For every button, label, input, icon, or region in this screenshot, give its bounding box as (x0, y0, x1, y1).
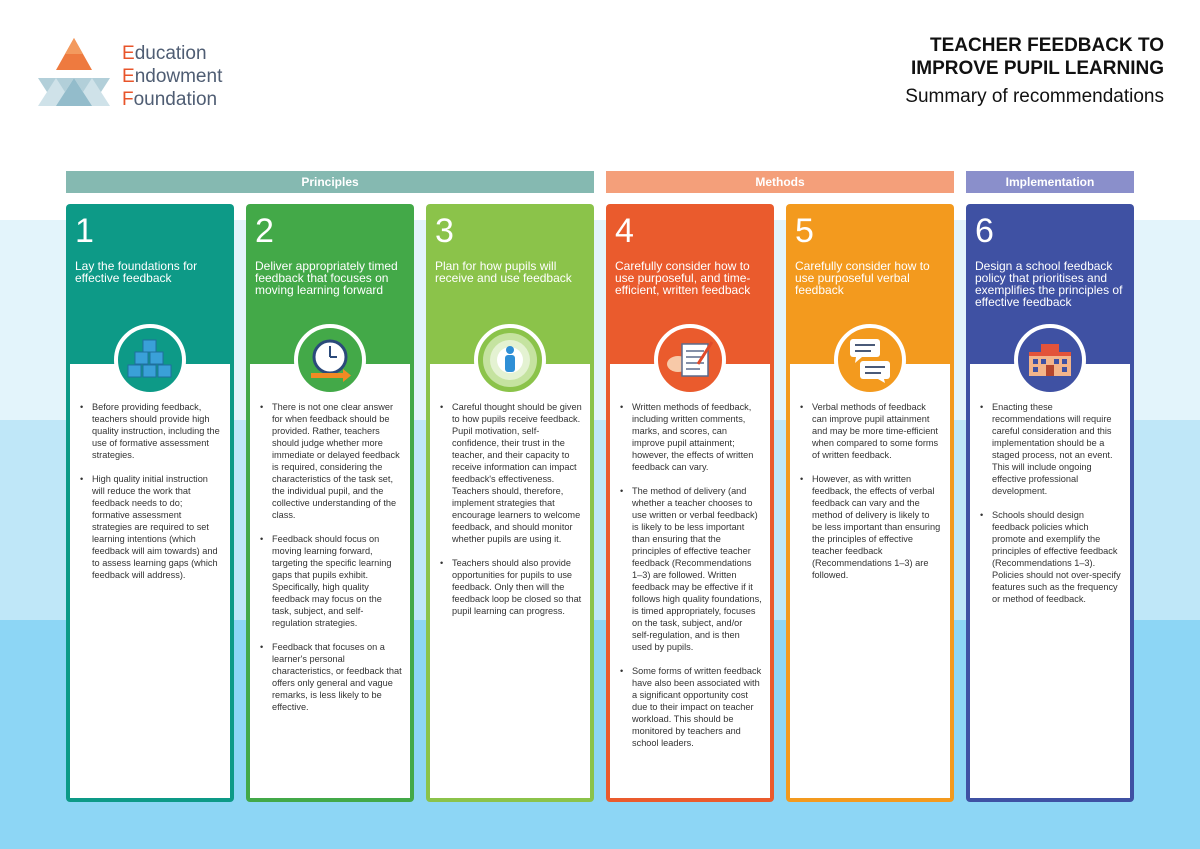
card-title: Deliver appropriately timed feedback that focuses on moving learning forward (255, 259, 398, 297)
card-number: 6 (975, 212, 994, 250)
blocks-icon (114, 324, 186, 396)
bullet-list (790, 364, 950, 581)
bullet-list (70, 364, 230, 581)
school-building-icon (1014, 324, 1086, 396)
list-item: • However, as with written feedback, the effects of verbal feedback can vary and the method of delivery is likely to be less important than ensuring the principles of effective teacher feedback (Recommendations 1–3) are followed. (798, 473, 942, 581)
list-item: • Some forms of written feedback have also been associated with a significant opportunity cost due to their impact on teacher workload. This should be monitored by teachers and school leaders. (618, 665, 762, 749)
card-body (790, 364, 950, 798)
document-subtitle: Summary of recommendations (905, 86, 1164, 107)
card-title: Design a school feedback policy that prioritises and exemplifies the principles of effective feedback (975, 259, 1123, 309)
card-title: Carefully consider how to use purposeful verbal feedback (795, 259, 930, 297)
recommendation-card-5 (786, 204, 954, 802)
card-number: 1 (75, 212, 94, 250)
section-bar-principles: Principles (66, 171, 594, 193)
list-item: • Enacting these recommendations will require careful consideration and this implementation should be a staged process, not an event. This will include ongoing effective professional development. (978, 401, 1122, 497)
logo-line-3: Foundation (122, 89, 218, 110)
logo-line-2: Endowment (122, 66, 223, 87)
list-item: • High quality initial instruction will reduce the work that feedback needs to do; formative assessment strategies are required to set learning intentions (which feedback will aim towards) and to assess learning gaps (which feedback will address). (78, 473, 222, 581)
card-body (610, 364, 770, 798)
written-feedback-icon (654, 324, 726, 396)
speech-bubbles-icon (834, 324, 906, 396)
list-item: • The method of delivery (and whether a teacher chooses to use written or verbal feedback) is likely to be less important than ensuring that the principles of effective teacher feedback (Recommendations 1–3) are followed. Written feedback may be effective if it follows high quality foundations, is timed appropriately, focuses on the task, subject, and/or self-regulation, and is then used by pupils. (618, 485, 762, 653)
card-body (70, 364, 230, 798)
list-item: • There is not one clear answer for when feedback should be provided. Rather, teachers should judge whether more immediate or delayed feedback is required, considering the characteristics of the task set, the individual pupil, and the collective understanding of the class. (258, 401, 402, 521)
pupil-icon (474, 324, 546, 396)
list-item: • Feedback that focuses on a learner's personal characteristics, or feedback that offers only general and vague remarks, is less likely to be effective. (258, 641, 402, 713)
document-title (905, 34, 1164, 108)
title-line-2: IMPROVE PUPIL LEARNING (910, 58, 1164, 79)
card-title: Carefully consider how to use purposeful, and time-efficient, written feedback (615, 259, 751, 297)
card-body (970, 364, 1130, 798)
card-body (250, 364, 410, 798)
bullet-list (610, 364, 770, 749)
eef-logo (38, 36, 248, 116)
card-number: 3 (435, 212, 454, 250)
logo-wordmark (122, 42, 222, 111)
section-bar-implementation: Implementation (966, 171, 1134, 193)
card-body (430, 364, 590, 798)
clock-icon (294, 324, 366, 396)
list-item: • Feedback should focus on moving learning forward, targeting the specific learning gaps that pupils exhibit. Specifically, high quality feedback may focus on the task, subject, and self-regulation strategies. (258, 533, 402, 629)
list-item: • Written methods of feedback, including written comments, marks, and scores, can improve pupil attainment; however, the effects of written feedback can vary. (618, 401, 762, 473)
recommendation-card-3 (426, 204, 594, 802)
recommendation-card-6 (966, 204, 1134, 802)
bullet-list (250, 364, 410, 713)
title-line-1: TEACHER FEEDBACK TO (930, 35, 1164, 56)
bullet-list (970, 364, 1130, 605)
card-number: 2 (255, 212, 274, 250)
list-item: • Teachers should also provide opportunities for pupils to use feedback. Only then will the feedback loop be closed so that pupil learning can progress. (438, 557, 582, 617)
card-title: Plan for how pupils will receive and use feedback (435, 259, 572, 285)
eef-logo-mark-icon (38, 36, 110, 108)
recommendation-card-1 (66, 204, 234, 802)
list-item: • Before providing feedback, teachers should provide high quality instruction, including the use of formative assessment strategies. (78, 401, 222, 461)
bullet-list (430, 364, 590, 617)
card-title: Lay the foundations for effective feedback (75, 259, 198, 285)
recommendation-card-4 (606, 204, 774, 802)
logo-line-1: Education (122, 43, 207, 64)
list-item: • Schools should design feedback policies which promote and exemplify the principles of effective feedback (Recommendations 1–3). Policies should not over-specify features such as the frequency or method of feedback. (978, 509, 1122, 605)
list-item: • Careful thought should be given to how pupils receive feedback. Pupil motivation, self-confidence, their trust in the teacher, and their capacity to receive information can impact feedback's effectiveness. Teachers should, therefore, implement strategies that encourage learners to welcome feedback, and should monitor whether pupils are using it. (438, 401, 582, 545)
card-number: 4 (615, 212, 634, 250)
list-item: • Verbal methods of feedback can improve pupil attainment and may be more time-efficient when compared to some forms of written feedback. (798, 401, 942, 461)
card-number: 5 (795, 212, 814, 250)
section-bar-methods: Methods (606, 171, 954, 193)
recommendation-card-2 (246, 204, 414, 802)
